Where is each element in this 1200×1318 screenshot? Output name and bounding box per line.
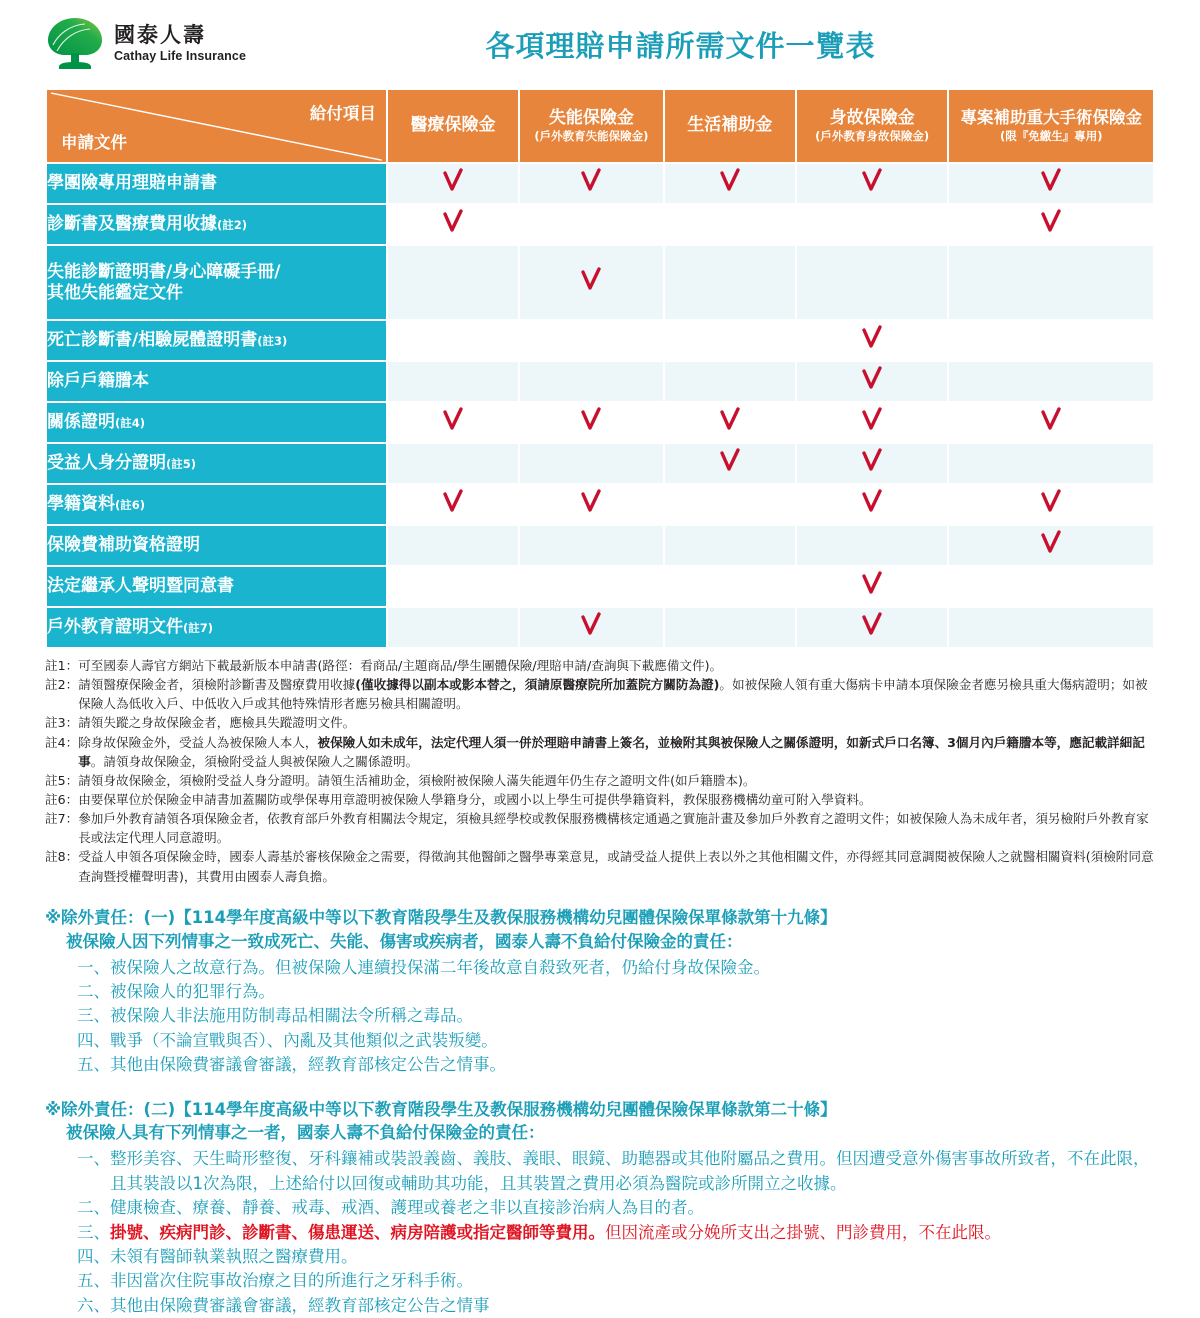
cell-r5-c5 — [949, 362, 1153, 401]
checkmark-icon — [1040, 420, 1062, 437]
footnote-key: 註8： — [45, 849, 79, 865]
footnote-text: 請領失蹤之身故保險金者，應檢具失蹤證明文件。 — [78, 715, 356, 731]
cell-r9-c1 — [388, 526, 518, 565]
brand-name-cn: 國泰人壽 — [114, 23, 206, 48]
column-header-subtitle: (戶外教育身故保險金) — [815, 129, 930, 144]
cathay-tree-logo-icon — [45, 15, 105, 73]
exclusion-item-number: 五、 — [77, 1271, 110, 1291]
cell-r11-c2 — [520, 608, 662, 647]
exclusion-item-text: 健康檢查、療養、靜養、戒毒、戒酒、護理或養老之非以直接診治病人為目的者。 — [110, 1198, 704, 1218]
cell-r4-c3 — [665, 321, 795, 360]
checkmark-icon — [861, 338, 883, 355]
exclusion-item-2 — [45, 1196, 1155, 1220]
footnote-key: 註4： — [45, 734, 79, 750]
table-row — [47, 567, 1153, 606]
exclusion-item-1 — [45, 1147, 1155, 1196]
checkmark-icon — [861, 502, 883, 519]
row-label-3: 失能診斷證明書/身心障礙手冊/ 其他失能鑑定文件 — [47, 246, 386, 319]
brand-name-en: Cathay Life Insurance — [114, 49, 247, 64]
table-row — [47, 164, 1153, 203]
exclusion-item-3 — [45, 1004, 1155, 1028]
column-header-1 — [388, 90, 518, 162]
cell-r1-c5 — [949, 164, 1153, 203]
checkmark-icon — [861, 181, 883, 198]
table-row — [47, 205, 1153, 244]
footnote-1 — [45, 656, 1155, 675]
exclusion-heading: ※除外責任：(二)【114學年度高級中等以下教育階段學生及教保服務機構幼兒團體保險保單條款第二十條】 — [45, 1099, 837, 1119]
column-header-subtitle: (戶外教育失能保險金) — [534, 129, 649, 144]
footnote-text: 可至國泰人壽官方網站下載最新版本申請書(路徑：看商品/主題商品/學生團體保險/理賠申請/查詢與下載應備文件)。 — [78, 658, 723, 673]
exclusion-item-text: 其他由保險費審議會審議，經教育部核定公告之情事 — [110, 1295, 490, 1315]
checkmark-icon — [580, 280, 602, 297]
row-label-8: 學籍資料(註6) — [47, 485, 386, 524]
table-header-row — [47, 90, 1153, 162]
checkmark-icon — [580, 181, 602, 198]
column-header-3 — [665, 90, 795, 162]
cell-r10-c2 — [520, 567, 662, 606]
checkmark-icon — [1040, 181, 1062, 198]
column-header-title: 失能保險金 — [548, 108, 634, 129]
cell-r10-c4 — [797, 567, 948, 606]
cell-r6-c2 — [520, 403, 662, 442]
column-header-subtitle: (限『免繳生』專用) — [999, 128, 1103, 143]
cell-r8-c3 — [665, 485, 795, 524]
table-row — [47, 444, 1153, 483]
exclusion-item-5 — [45, 1269, 1155, 1293]
cell-r6-c3 — [665, 403, 795, 442]
cell-r7-c2 — [520, 444, 662, 483]
cell-r1-c1 — [388, 164, 518, 203]
exclusion-subheading: 被保險人具有下列情事之一者，國泰人壽不負給付保險金的責任： — [66, 1123, 545, 1143]
table-row — [47, 403, 1153, 442]
cell-r8-c2 — [520, 485, 662, 524]
corner-document-label: 申請文件 — [61, 133, 127, 152]
footnote-6 — [45, 790, 1155, 809]
cell-r1-c4 — [797, 164, 948, 203]
table-row — [47, 246, 1153, 319]
cell-r2-c5 — [949, 205, 1153, 244]
footnote-4 — [45, 733, 1155, 771]
checkmark-icon — [580, 420, 602, 437]
table-body — [47, 164, 1153, 647]
footnote-text: 請領身故保險金，須檢附受益人身分證明。請領生活補助金，須檢附被保險人滿失能週年仍生存之證明文件(如戶籍謄本)。 — [78, 772, 756, 788]
exclusion-block-1 — [45, 906, 1155, 1078]
row-label-7: 受益人身分證明(註5) — [47, 444, 386, 483]
cell-r7-c5 — [949, 444, 1153, 483]
checkmark-icon — [442, 181, 464, 198]
cell-r4-c4 — [797, 321, 948, 360]
exclusion-item-number: 四、 — [77, 1247, 110, 1267]
cell-r10-c1 — [388, 567, 518, 606]
checkmark-icon — [861, 420, 883, 437]
exclusion-item-number: 三、 — [77, 1006, 110, 1026]
exclusion-item-number: 二、 — [77, 981, 110, 1001]
cell-r9-c4 — [797, 526, 948, 565]
footnote-key: 註7： — [45, 811, 79, 827]
table-row — [47, 321, 1153, 360]
footnote-key: 註1： — [45, 658, 79, 673]
exclusion-list — [45, 1147, 1155, 1318]
exclusion-subheading: 被保險人因下列情事之一致成死亡、失能、傷害或疾病者，國泰人壽不負給付保險金的責任： — [66, 931, 743, 951]
footnote-text: 由要保單位於保險金申請書加蓋關防或學保專用章證明被保險人學籍身分，或國小以上學生可提供學籍資料，教保服務機構幼童可附入學資料。 — [78, 791, 872, 807]
checkmark-icon — [719, 461, 741, 478]
cell-r3-c5 — [949, 246, 1153, 319]
cell-r2-c2 — [520, 205, 662, 244]
cell-r11-c4 — [797, 608, 948, 647]
column-header-2 — [520, 90, 662, 162]
table-row — [47, 362, 1153, 401]
footnote-text: 除身故保險金外，受益人為被保險人本人，被保險人如未成年，法定代理人須一併於理賠申請書上簽名，並檢附其與被保險人之關係證明，如新式戶口名簿、3個月內戶籍謄本等，應記載詳細記事。請領身故保險金，須檢附受益人與被保險人之關係證明。 — [78, 734, 1145, 769]
cell-r7-c1 — [388, 444, 518, 483]
cell-r5-c3 — [665, 362, 795, 401]
checkmark-icon — [861, 584, 883, 601]
row-label-10: 法定繼承人聲明暨同意書 — [47, 567, 386, 606]
row-label-6: 關係證明(註4) — [47, 403, 386, 442]
exclusion-item-6 — [45, 1294, 1155, 1318]
exclusions-section — [45, 906, 1155, 1318]
exclusion-item-text: 未領有醫師執業執照之醫療費用。 — [110, 1247, 358, 1267]
cell-r3-c2 — [520, 246, 662, 319]
cell-r8-c4 — [797, 485, 948, 524]
checkmark-icon — [719, 181, 741, 198]
cell-r6-c5 — [949, 403, 1153, 442]
checkmark-icon — [861, 461, 883, 478]
page-header — [45, 0, 1155, 88]
row-label-4: 死亡診斷書/相驗屍體證明書(註3) — [47, 321, 386, 360]
cell-r9-c5 — [949, 526, 1153, 565]
claim-documents-table — [45, 88, 1155, 649]
cell-r6-c1 — [388, 403, 518, 442]
checkmark-icon — [1040, 222, 1062, 239]
footnote-text: 受益人申領各項保險金時，國泰人壽基於審核保險金之需要，得徵詢其他醫師之醫學專業意見，或請受益人提供上表以外之其他相關文件，亦得經其同意調閱被保險人之就醫相關資料(須檢附同意查詢暨授權聲明書)，其費用由國泰人壽負擔。 — [78, 849, 1154, 884]
table-row — [47, 526, 1153, 565]
exclusion-item-text: 被保險人的犯罪行為。 — [110, 981, 275, 1001]
exclusion-item-1 — [45, 956, 1155, 980]
cell-r8-c5 — [949, 485, 1153, 524]
cell-r4-c1 — [388, 321, 518, 360]
cell-r11-c3 — [665, 608, 795, 647]
checkmark-icon — [580, 502, 602, 519]
cell-r1-c2 — [520, 164, 662, 203]
exclusion-item-text: 其他由保險費審議會審議，經教育部核定公告之情事。 — [110, 1055, 506, 1075]
cell-r4-c5 — [949, 321, 1153, 360]
cell-r3-c4 — [797, 246, 948, 319]
cell-r7-c3 — [665, 444, 795, 483]
exclusion-item-number: 二、 — [77, 1198, 110, 1218]
checkmark-icon — [861, 379, 883, 396]
exclusion-item-number: 四、 — [77, 1030, 110, 1050]
footnotes-section — [45, 656, 1155, 886]
cell-r10-c3 — [665, 567, 795, 606]
exclusion-item-number: 一、 — [77, 1149, 110, 1169]
column-header-title: 生活補助金 — [687, 115, 773, 136]
row-label-2: 診斷書及醫療費用收據(註2) — [47, 205, 386, 244]
cell-r2-c3 — [665, 205, 795, 244]
checkmark-icon — [719, 420, 741, 437]
footnote-3 — [45, 713, 1155, 732]
exclusion-item-text: 被保險人非法施用防制毒品相關法令所稱之毒品。 — [110, 1006, 473, 1026]
cell-r4-c2 — [520, 321, 662, 360]
exclusion-item-number: 三、 — [77, 1222, 110, 1242]
cell-r7-c4 — [797, 444, 948, 483]
cell-r3-c3 — [665, 246, 795, 319]
cell-r9-c3 — [665, 526, 795, 565]
cell-r8-c1 — [388, 485, 518, 524]
exclusion-list — [45, 956, 1155, 1078]
row-label-11: 戶外教育證明文件(註7) — [47, 608, 386, 647]
page-title: 各項理賠申請所需文件一覽表 — [485, 28, 876, 63]
checkmark-icon — [442, 420, 464, 437]
footnote-key: 註3： — [45, 715, 79, 731]
cell-r2-c4 — [797, 205, 948, 244]
checkmark-icon — [1040, 543, 1062, 560]
exclusion-item-3 — [45, 1221, 1155, 1245]
exclusion-item-4 — [45, 1245, 1155, 1269]
footnote-7 — [45, 809, 1155, 847]
exclusion-item-number: 六、 — [77, 1295, 110, 1315]
exclusion-heading: ※除外責任：(一)【114學年度高級中等以下教育階段學生及教保服務機構幼兒團體保險保單條款第十九條】 — [45, 907, 837, 927]
exclusion-item-text: 戰爭（不論宣戰與否）、內亂及其他類似之武裝叛變。 — [110, 1030, 498, 1050]
footnote-5 — [45, 771, 1155, 790]
cell-r11-c1 — [388, 608, 518, 647]
cell-r1-c3 — [665, 164, 795, 203]
footnote-key: 註5： — [45, 772, 79, 788]
cell-r5-c1 — [388, 362, 518, 401]
cell-r3-c1 — [388, 246, 518, 319]
cell-r2-c1 — [388, 205, 518, 244]
table-head — [47, 90, 1153, 162]
corner-benefit-label: 給付項目 — [309, 104, 376, 123]
row-label-1: 學團險專用理賠申請書 — [47, 164, 386, 203]
table-row — [47, 485, 1153, 524]
column-header-title: 身故保險金 — [829, 108, 915, 129]
exclusion-item-2 — [45, 980, 1155, 1004]
cell-r11-c5 — [949, 608, 1153, 647]
exclusion-item-number: 五、 — [77, 1055, 110, 1075]
cell-r5-c2 — [520, 362, 662, 401]
cell-r9-c2 — [520, 526, 662, 565]
footnote-key: 註6： — [45, 791, 79, 807]
footnote-2 — [45, 675, 1155, 713]
footnote-key: 註2： — [45, 677, 79, 693]
cell-r10-c5 — [949, 567, 1153, 606]
exclusion-item-text: 非因當次住院事故治療之目的所進行之牙科手術。 — [110, 1271, 473, 1291]
exclusion-item-5 — [45, 1053, 1155, 1077]
column-header-title: 醫療保險金 — [410, 115, 496, 136]
table-corner-cell — [47, 90, 386, 162]
table-row — [47, 608, 1153, 647]
exclusion-block-2 — [45, 1098, 1155, 1318]
exclusion-item-text: 被保險人之故意行為。但被保險人連續投保滿二年後故意自殺致死者，仍給付身故保險金。 — [110, 957, 770, 977]
exclusion-item-text: 掛號、疾病門診、診斷書、傷患運送、病房陪護或指定醫師等費用。但因流產或分娩所支出之掛號、門診費用，不在此限。 — [110, 1222, 1001, 1242]
footnote-8 — [45, 847, 1155, 885]
cell-r5-c4 — [797, 362, 948, 401]
checkmark-icon — [1040, 502, 1062, 519]
row-label-5: 除戶戶籍謄本 — [47, 362, 386, 401]
footnote-text: 請領醫療保險金者，須檢附診斷書及醫療費用收據(僅收據得以副本或影本替之，須請原醫療院所加蓋院方關防為證)。如被保險人領有重大傷病卡申請本項保險金者應另檢具重大傷病證明；如被保險人為低收入戶、中低收入戶或其他特殊情形者應另檢具相關證明。 — [78, 677, 1148, 712]
row-label-9: 保險費補助資格證明 — [47, 526, 386, 565]
column-header-5 — [949, 90, 1153, 162]
column-header-4 — [797, 90, 948, 162]
checkmark-icon — [580, 625, 602, 642]
exclusion-item-4 — [45, 1029, 1155, 1053]
exclusion-item-text: 整形美容、天生畸形整復、牙科鑲補或裝設義齒、義肢、義眼、眼鏡、助聽器或其他附屬品之費用。但因遭受意外傷害事故所致者，不在此限，且其裝設以1次為限，上述給付以回復或輔助其功能，且其裝置之費用必須為醫院或診所開立之收據。 — [110, 1149, 1150, 1193]
checkmark-icon — [442, 222, 464, 239]
footnote-text: 參加戶外教育請領各項保險金者，依教育部戶外教育相關法令規定，須檢具經學校或教保服務機構核定通過之實施計畫及參加戶外教育之證明文件；如被保險人為未成年者，須另檢附戶外教育家長或法定代理人同意證明。 — [78, 811, 1149, 846]
checkmark-icon — [442, 502, 464, 519]
column-header-title: 專案補助重大手術保險金 — [960, 108, 1142, 128]
cell-r6-c4 — [797, 403, 948, 442]
exclusion-item-number: 一、 — [77, 957, 110, 977]
checkmark-icon — [861, 625, 883, 642]
